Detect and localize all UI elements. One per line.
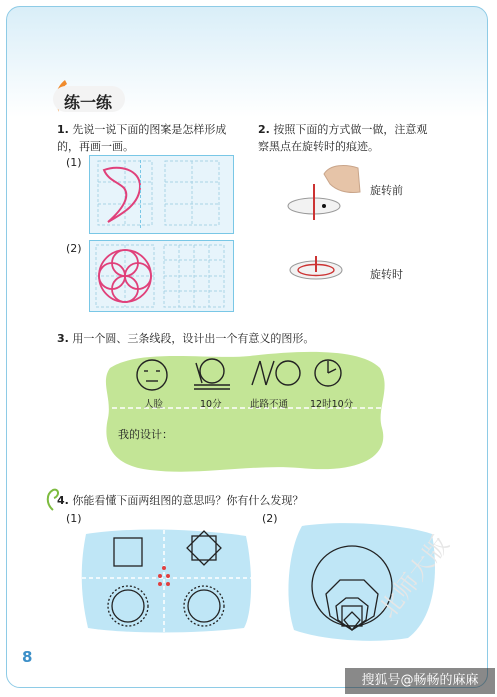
spinning-disc-during-figure [284,250,354,286]
q2-line1: 按照下面的方式做一做，注意观 [273,123,428,136]
source-watermark: 搜狐号@畅畅的麻麻 [345,668,495,694]
panel-divider [140,160,151,228]
spinning-disc-before-figure [280,160,370,230]
q4-figure-1 [76,524,256,636]
example-label-no-entry: 此路不通 [250,399,289,410]
ten-minutes-figure [200,359,224,383]
q3-line: 用一个圆、三条线段，设计出一个有意义的图形。 [72,332,315,345]
section-title: 练一练 [64,93,113,112]
q4-text [57,492,457,509]
q2-before-label: 旋转前 [370,184,403,197]
q3-example-figures [130,355,360,395]
publisher-watermark-text: 北师大版 [373,530,455,624]
q1-line1: 先说一说下面的图案是怎样形成 [72,123,227,136]
q2-line2: 察黑点在旋转时的痕迹。 [258,140,379,153]
face-figure [137,360,167,390]
publisher-watermark [350,530,455,650]
q1-part1-label: (1) [66,156,82,169]
q1-line2: 的，再画一画。 [57,140,134,153]
q4-part2-label: (2) [262,512,278,525]
q1-number: 1. [57,123,69,136]
my-design-label: 我的设计： [118,428,173,441]
comma-pattern-figure [90,156,233,233]
q1-panel-1 [89,155,234,234]
q4-number: 4. [57,494,69,507]
example-label-face: 人脸 [144,399,164,410]
q1-panel-2 [89,240,234,312]
q2-number: 2. [258,123,270,136]
q1-text [57,121,257,155]
q1-part2-label: (2) [66,242,82,255]
page-number: 8 [22,648,33,666]
example-label-ten-minutes: 10分 [200,399,222,410]
q4-line: 你能看懂下面两组图的意思吗？你有什么发现？ [72,494,304,507]
example-label-clock: 12时10分 [310,399,354,410]
q3-number: 3. [57,332,69,345]
flower-pattern-figure [90,241,233,311]
no-entry-figure [252,361,260,385]
q2-during-label: 旋转时 [370,268,403,281]
q2-text [258,121,478,155]
q3-text [57,330,457,347]
q4-part1-label: (1) [66,512,82,525]
